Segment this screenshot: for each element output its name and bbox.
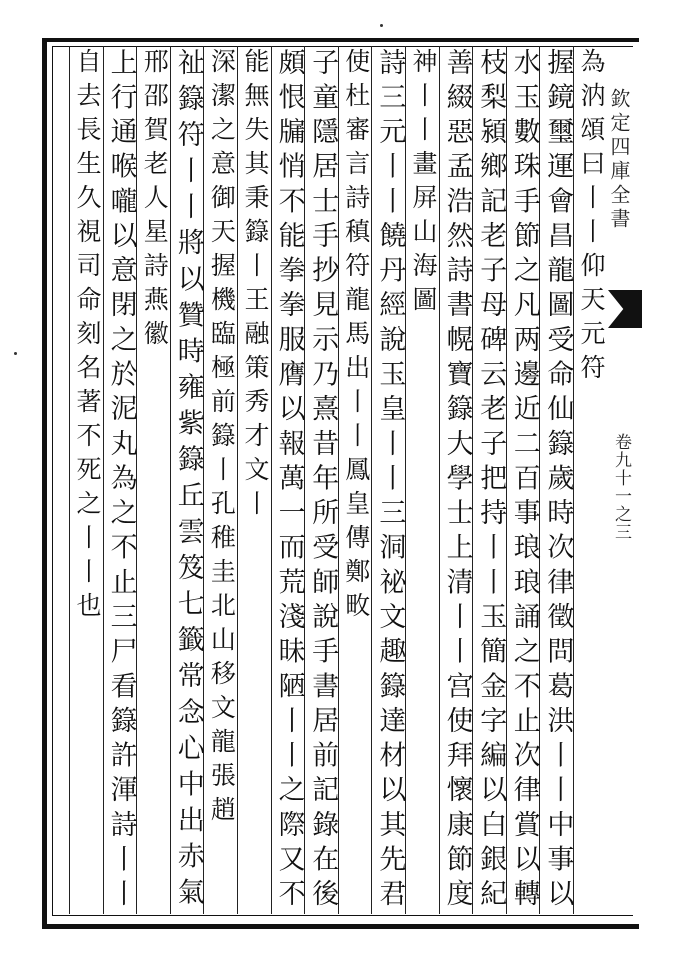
text-column: 子童隱居士手抄見示乃熹昔年所受師說手書居前記錄在後 — [307, 48, 339, 914]
text-column: 神丨丨畫屏山海圖 — [409, 48, 438, 320]
text-column: 能無失其秉籙丨王融策秀才文丨 — [241, 48, 270, 524]
text-column: 祉籙符丨丨將以贊時雍紫籙丘雲笈七籤常念心中出赤氣 — [172, 48, 204, 914]
text-column: 善綴惡孟浩然詩書幌寶籙大學士上清丨丨宫使拜懷康節度 — [441, 48, 473, 914]
text-column: 深潔之意御天握機臨極前籙丨孔稚圭北山移文龍張趙 — [207, 48, 237, 830]
text-column: 為汭頌曰丨丨仰天元符 — [577, 48, 606, 388]
column-rule — [69, 46, 70, 914]
text-column: 邢邵賀老人星詩燕徽 — [140, 48, 170, 354]
gutter-title: 欽定四庫全書 — [607, 88, 631, 232]
text-column: 握鏡璽運會昌龍圖受命仙籙歲時次律徵問葛洪丨丨中事以 — [542, 48, 574, 914]
text-column: 自去長生久視司命刻名著不死之丨丨也 — [73, 48, 102, 626]
page-gutter — [608, 48, 634, 914]
scan-speck — [14, 352, 17, 355]
text-column: 水玉數珠手節之凡两邊近二百事琅琅誦之不止次律賞以轉 — [508, 48, 540, 914]
text-column: 頗恨牖悄不能拳拳服膺以報萬一而荒淺昧陋丨丨之際又不 — [273, 48, 305, 914]
text-column: 使杜審言詩稹符龍馬出丨丨鳳皇傳鄭畋 — [341, 48, 371, 626]
text-column: 上行通喉嚨以意閉之於泥丸為之不止三尸看籙許渾詩丨丨 — [105, 48, 137, 914]
text-column: 詩三元丨丨饒丹經說玉皇丨丨三洞祕文趣籙達材以其先君 — [374, 48, 406, 914]
scan-speck — [380, 24, 383, 27]
text-column: 枝梨潁鄉記老子母碑云老子把持丨丨玉簡金字編以白銀紀 — [475, 48, 507, 914]
gutter-volume: 卷九十一之三 — [611, 433, 631, 541]
